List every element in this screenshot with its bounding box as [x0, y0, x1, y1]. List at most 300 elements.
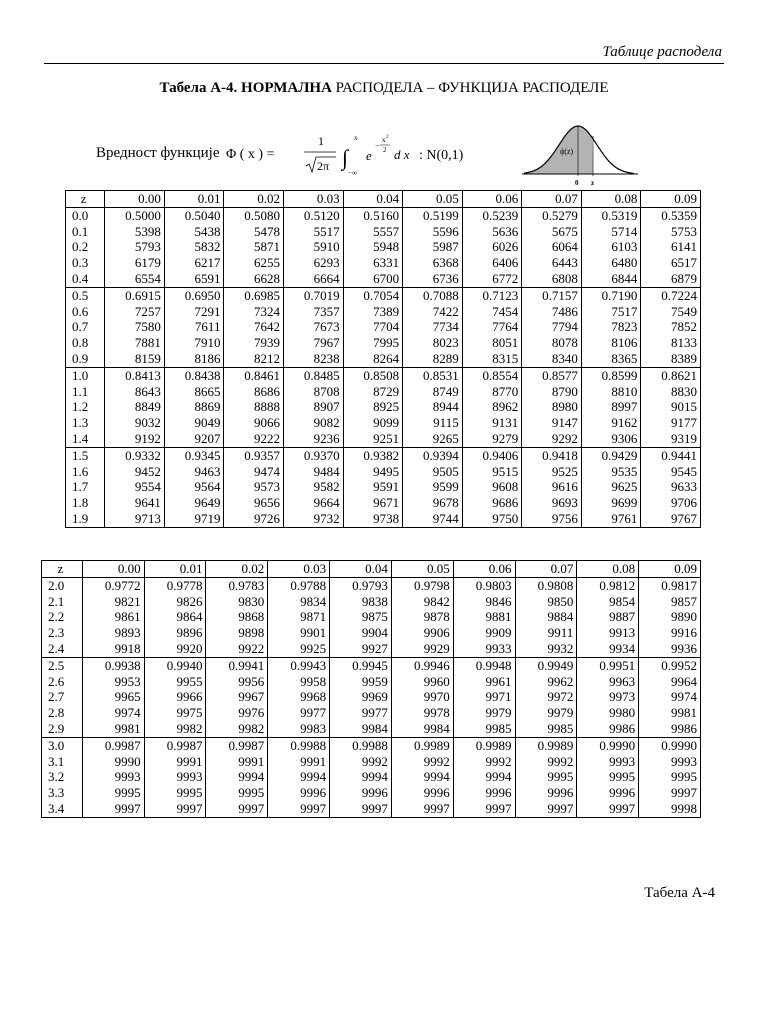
table-cell: 5596 [403, 224, 463, 240]
table-cell: 9236 [284, 431, 344, 447]
exp-denominator: 2 [382, 146, 387, 154]
formula [96, 128, 556, 178]
table-cell: 9582 [284, 479, 344, 495]
z-value: 0.6 [66, 304, 105, 320]
table-cell: 9998 [639, 801, 701, 817]
table-cell: 9936 [639, 641, 701, 657]
table-cell: 0.6915 [105, 287, 165, 303]
table-cell: 0.9987 [82, 737, 144, 753]
table-cell: 5557 [343, 224, 403, 240]
table-cell: 9719 [164, 511, 224, 527]
table-cell: 9994 [268, 769, 330, 785]
table-cell: 9929 [391, 641, 453, 657]
table-cell: 0.7157 [522, 287, 582, 303]
table-cell: 0.6985 [224, 287, 284, 303]
table-cell: 9997 [577, 801, 639, 817]
table-row [66, 431, 701, 447]
table-cell: 0.9990 [577, 737, 639, 753]
header-rule [44, 63, 724, 64]
table-cell: 9993 [82, 769, 144, 785]
z-value: 0.4 [66, 271, 105, 287]
table-cell: 5438 [164, 224, 224, 240]
table-cell: 6255 [224, 255, 284, 271]
table-cell: 9649 [164, 495, 224, 511]
table-row [66, 415, 701, 431]
z-value: 1.0 [66, 367, 105, 383]
table-cell: 0.9989 [391, 737, 453, 753]
table-cell: 0.5199 [403, 207, 463, 223]
table-cell: 0.9803 [453, 577, 515, 593]
table-cell: 9616 [522, 479, 582, 495]
table-cell: 9049 [164, 415, 224, 431]
table-cell: 9162 [581, 415, 641, 431]
table-row [66, 271, 701, 287]
table-cell: 0.9783 [206, 577, 268, 593]
table-cell: 9744 [403, 511, 463, 527]
table-cell: 8997 [581, 399, 641, 415]
table-cell: 9960 [391, 674, 453, 690]
z-value: 0.1 [66, 224, 105, 240]
z-value: 1.6 [66, 464, 105, 480]
table-cell: 0.9332 [105, 447, 165, 463]
table-cell: 9996 [577, 785, 639, 801]
table-cell: 0.8438 [164, 367, 224, 383]
table-cell: 6217 [164, 255, 224, 271]
column-header: 0.08 [581, 191, 641, 208]
table-cell: 9996 [268, 785, 330, 801]
table-cell: 9994 [330, 769, 392, 785]
table-cell: 7422 [403, 304, 463, 320]
table-cell: 9997 [206, 801, 268, 817]
table-cell: 0.8413 [105, 367, 165, 383]
table-cell: 7389 [343, 304, 403, 320]
table-cell: 0.6950 [164, 287, 224, 303]
table-cell: 9896 [144, 625, 206, 641]
table-cell: 9846 [453, 594, 515, 610]
table-cell: 0.9988 [268, 737, 330, 753]
table-cell: 9251 [343, 431, 403, 447]
table-cell: 9974 [639, 689, 701, 705]
z-value: 3.3 [42, 785, 83, 801]
table-cell: 8106 [581, 335, 641, 351]
table-cell: 9904 [330, 625, 392, 641]
table-row [42, 625, 701, 641]
table-cell: 8389 [641, 351, 701, 367]
z-value: 1.2 [66, 399, 105, 415]
table-cell: 0.9418 [522, 447, 582, 463]
table-cell: 9993 [639, 754, 701, 770]
table-cell: 9761 [581, 511, 641, 527]
table-cell: 9875 [330, 609, 392, 625]
z-value: 2.2 [42, 609, 83, 625]
formula-denominator: 2π [316, 159, 329, 173]
exp-power: 2 [385, 135, 389, 140]
table-cell: 9934 [577, 641, 639, 657]
table-cell: 6443 [522, 255, 582, 271]
table-cell: 9830 [206, 594, 268, 610]
z-value: 2.5 [42, 657, 83, 673]
table-cell: 0.9989 [515, 737, 577, 753]
table-cell: 9993 [144, 769, 206, 785]
table-cell: 9306 [581, 431, 641, 447]
page-title-rest: РАСПОДЕЛА – ФУНКЦИЈА РАСПОДЕЛЕ [335, 80, 609, 96]
table-cell: 9177 [641, 415, 701, 431]
table-cell: 9995 [639, 769, 701, 785]
table-cell: 6879 [641, 271, 701, 287]
table-cell: 9131 [462, 415, 522, 431]
table-cell: 9995 [206, 785, 268, 801]
table-cell: 5478 [224, 224, 284, 240]
table-cell: 9997 [144, 801, 206, 817]
table-cell: 9893 [82, 625, 144, 641]
table-cell: 9956 [206, 674, 268, 690]
table-cell: 9996 [453, 785, 515, 801]
table-cell: 9713 [105, 511, 165, 527]
table-cell: 9857 [639, 594, 701, 610]
table-row [66, 447, 701, 463]
table-cell: 9505 [403, 464, 463, 480]
table-cell: 9997 [391, 801, 453, 817]
table-cell: 9452 [105, 464, 165, 480]
table-cell: 5753 [641, 224, 701, 240]
formula-numerator: 1 [317, 134, 324, 148]
table-cell: 6331 [343, 255, 403, 271]
table-cell: 0.5359 [641, 207, 701, 223]
table-cell: 9842 [391, 594, 453, 610]
table-cell: 9970 [391, 689, 453, 705]
z-value: 2.6 [42, 674, 83, 690]
table-cell: 0.9778 [144, 577, 206, 593]
table-cell: 9834 [268, 594, 330, 610]
table-cell: 9985 [515, 721, 577, 737]
table-cell: 9991 [268, 754, 330, 770]
table-cell: 9726 [224, 511, 284, 527]
table-cell: 0.9943 [268, 657, 330, 673]
table-row [66, 335, 701, 351]
z-value: 0.9 [66, 351, 105, 367]
z-value: 0.7 [66, 319, 105, 335]
table-cell: 9994 [206, 769, 268, 785]
table-cell: 0.9946 [391, 657, 453, 673]
table-row [66, 464, 701, 480]
table-row [66, 207, 701, 223]
table-cell: 9984 [391, 721, 453, 737]
table-cell: 8869 [164, 399, 224, 415]
table-cell: 8888 [224, 399, 284, 415]
table-cell: 8643 [105, 384, 165, 400]
exp-minus: − [374, 141, 380, 150]
page-title [0, 80, 768, 97]
table-cell: 0.9987 [144, 737, 206, 753]
table-cell: 9767 [641, 511, 701, 527]
integral-upper: x [353, 134, 358, 142]
table-cell: 8051 [462, 335, 522, 351]
z-value: 1.8 [66, 495, 105, 511]
table-cell: 9963 [577, 674, 639, 690]
table-cell: 6554 [105, 271, 165, 287]
table-cell: 8849 [105, 399, 165, 415]
table-cell: 0.9951 [577, 657, 639, 673]
table-cell: 0.8554 [462, 367, 522, 383]
table-cell: 5948 [343, 239, 403, 255]
table-cell: 7967 [284, 335, 344, 351]
table-cell: 9984 [330, 721, 392, 737]
table-cell: 7454 [462, 304, 522, 320]
z-header: z [42, 561, 83, 578]
table-row [42, 721, 701, 737]
table-cell: 0.9940 [144, 657, 206, 673]
table-cell: 9997 [268, 801, 330, 817]
table-cell: 9982 [144, 721, 206, 737]
table-cell: 5910 [284, 239, 344, 255]
table-cell: 9515 [462, 464, 522, 480]
table-cell: 0.5239 [462, 207, 522, 223]
column-header: 0.06 [462, 191, 522, 208]
table-cell: 9913 [577, 625, 639, 641]
table-cell: 7881 [105, 335, 165, 351]
table-cell: 9082 [284, 415, 344, 431]
table-cell: 9985 [453, 721, 515, 737]
table-cell: 9995 [82, 785, 144, 801]
table-cell: 0.7019 [284, 287, 344, 303]
table-cell: 9920 [144, 641, 206, 657]
column-header: 0.01 [144, 561, 206, 578]
footer-label: Табела А-4 [644, 885, 715, 901]
column-header: 0.01 [164, 191, 224, 208]
table-cell: 8289 [403, 351, 463, 367]
table-cell: 0.5160 [343, 207, 403, 223]
table-cell: 9861 [82, 609, 144, 625]
table-cell: 0.9949 [515, 657, 577, 673]
table-cell: 7611 [164, 319, 224, 335]
table-row [66, 319, 701, 335]
table-row [42, 657, 701, 673]
table-cell: 9992 [391, 754, 453, 770]
table-cell: 7549 [641, 304, 701, 320]
table-cell: 8365 [581, 351, 641, 367]
table-cell: 9979 [515, 705, 577, 721]
table-cell: 6141 [641, 239, 701, 255]
table-cell: 5793 [105, 239, 165, 255]
table-cell: 6517 [641, 255, 701, 271]
table-cell: 9884 [515, 609, 577, 625]
table-cell: 0.9808 [515, 577, 577, 593]
table-row [66, 495, 701, 511]
table-row [42, 754, 701, 770]
table-cell: 0.9941 [206, 657, 268, 673]
table-cell: 9993 [577, 754, 639, 770]
normal-table-part1 [65, 190, 701, 528]
table-cell: 9868 [206, 609, 268, 625]
table-cell: 7823 [581, 319, 641, 335]
table-cell: 8686 [224, 384, 284, 400]
table-cell: 0.9406 [462, 447, 522, 463]
column-header: 0.02 [206, 561, 268, 578]
integral-lower: −∞ [347, 169, 357, 177]
table-cell: 0.9382 [343, 447, 403, 463]
table-cell: 5675 [522, 224, 582, 240]
table-cell: 8133 [641, 335, 701, 351]
table-cell: 8770 [462, 384, 522, 400]
table-cell: 9933 [453, 641, 515, 657]
table-cell: 6103 [581, 239, 641, 255]
table-cell: 9756 [522, 511, 582, 527]
table-row [42, 594, 701, 610]
cdf-formula [226, 128, 556, 178]
table-row [66, 224, 701, 240]
table-cell: 5517 [284, 224, 344, 240]
table-row [66, 351, 701, 367]
z-value: 1.4 [66, 431, 105, 447]
z-value: 2.8 [42, 705, 83, 721]
table-cell: 8925 [343, 399, 403, 415]
table-cell: 8810 [581, 384, 641, 400]
table-cell: 6293 [284, 255, 344, 271]
table-cell: 9909 [453, 625, 515, 641]
table-cell: 9976 [206, 705, 268, 721]
table-cell: 9995 [144, 785, 206, 801]
table-cell: 8023 [403, 335, 463, 351]
table-cell: 9986 [577, 721, 639, 737]
table-cell: 9996 [391, 785, 453, 801]
table-cell: 9887 [577, 609, 639, 625]
table-cell: 6406 [462, 255, 522, 271]
table-cell: 8944 [403, 399, 463, 415]
table-cell: 8238 [284, 351, 344, 367]
table-cell: 9927 [330, 641, 392, 657]
table-cell: 9996 [515, 785, 577, 801]
table-cell: 7995 [343, 335, 403, 351]
table-cell: 0.7123 [462, 287, 522, 303]
table-cell: 9032 [105, 415, 165, 431]
table-row [42, 689, 701, 705]
table-cell: 9991 [144, 754, 206, 770]
table-cell: 9965 [82, 689, 144, 705]
z-value: 1.9 [66, 511, 105, 527]
column-header: 0.08 [577, 561, 639, 578]
table-cell: 7486 [522, 304, 582, 320]
table-row [66, 255, 701, 271]
table-cell: 9625 [581, 479, 641, 495]
table-cell: 0.9357 [224, 447, 284, 463]
table-row [42, 785, 701, 801]
table-cell: 0.9429 [581, 447, 641, 463]
table-cell: 8749 [403, 384, 463, 400]
z-value: 0.5 [66, 287, 105, 303]
table-cell: 0.5000 [105, 207, 165, 223]
table-cell: 0.9990 [639, 737, 701, 753]
table-cell: 8830 [641, 384, 701, 400]
table-cell: 9981 [639, 705, 701, 721]
table-cell: 9854 [577, 594, 639, 610]
table-cell: 6664 [284, 271, 344, 287]
z-value: 2.9 [42, 721, 83, 737]
table-cell: 0.5080 [224, 207, 284, 223]
table-cell: 6736 [403, 271, 463, 287]
z-value: 2.4 [42, 641, 83, 657]
column-header: 0.05 [403, 191, 463, 208]
table-cell: 5398 [105, 224, 165, 240]
table-row [66, 479, 701, 495]
table-cell: 6179 [105, 255, 165, 271]
z-value: 1.5 [66, 447, 105, 463]
table-cell: 9997 [330, 801, 392, 817]
z-value: 1.1 [66, 384, 105, 400]
table-cell: 9693 [522, 495, 582, 511]
table-cell: 7357 [284, 304, 344, 320]
table-cell: 9980 [577, 705, 639, 721]
table-cell: 9066 [224, 415, 284, 431]
table-row [42, 609, 701, 625]
table-cell: 9962 [515, 674, 577, 690]
table-cell: 9463 [164, 464, 224, 480]
table-cell: 9878 [391, 609, 453, 625]
table-row [66, 511, 701, 527]
table-cell: 0.9793 [330, 577, 392, 593]
table-cell: 0.8485 [284, 367, 344, 383]
table-cell: 0.9952 [639, 657, 701, 673]
table-cell: 9279 [462, 431, 522, 447]
table-cell: 9656 [224, 495, 284, 511]
table-cell: 9916 [639, 625, 701, 641]
table-cell: 7580 [105, 319, 165, 335]
table-cell: 0.8577 [522, 367, 582, 383]
table-cell: 9959 [330, 674, 392, 690]
table-cell: 5636 [462, 224, 522, 240]
table-row [66, 287, 701, 303]
table-cell: 9664 [284, 495, 344, 511]
table-cell: 9911 [515, 625, 577, 641]
column-header: 0.00 [82, 561, 144, 578]
table-row [42, 577, 701, 593]
integral-sign: ∫ [341, 145, 348, 170]
table-cell: 7517 [581, 304, 641, 320]
z-value: 3.2 [42, 769, 83, 785]
table-cell: 0.7224 [641, 287, 701, 303]
table-cell: 9699 [581, 495, 641, 511]
z-value: 3.1 [42, 754, 83, 770]
table-row [42, 737, 701, 753]
table-cell: 9983 [268, 721, 330, 737]
curve-label: ϕ(z) [560, 147, 574, 156]
table-cell: 0.9948 [453, 657, 515, 673]
table-cell: 7704 [343, 319, 403, 335]
table-cell: 9982 [206, 721, 268, 737]
table-cell: 5987 [403, 239, 463, 255]
table-cell: 7324 [224, 304, 284, 320]
page-title-bold: Табела А-4. НОРМАЛНА [159, 80, 332, 96]
table-cell: 5871 [224, 239, 284, 255]
table-cell: 9961 [453, 674, 515, 690]
table-cell: 0.9938 [82, 657, 144, 673]
z-value: 2.1 [42, 594, 83, 610]
table-cell: 0.9989 [453, 737, 515, 753]
z-value: 0.2 [66, 239, 105, 255]
table-cell: 0.8621 [641, 367, 701, 383]
column-header: 0.02 [224, 191, 284, 208]
formula-suffix: : N(0,1) [418, 148, 463, 163]
table-cell: 6700 [343, 271, 403, 287]
column-header: 0.04 [343, 191, 403, 208]
table-cell: 9898 [206, 625, 268, 641]
curve-zero-label: 0 [575, 179, 579, 187]
table-header-row [66, 191, 701, 208]
table-cell: 9686 [462, 495, 522, 511]
table-cell: 9958 [268, 674, 330, 690]
table-cell: 6480 [581, 255, 641, 271]
table-cell: 9991 [206, 754, 268, 770]
table-cell: 9925 [268, 641, 330, 657]
